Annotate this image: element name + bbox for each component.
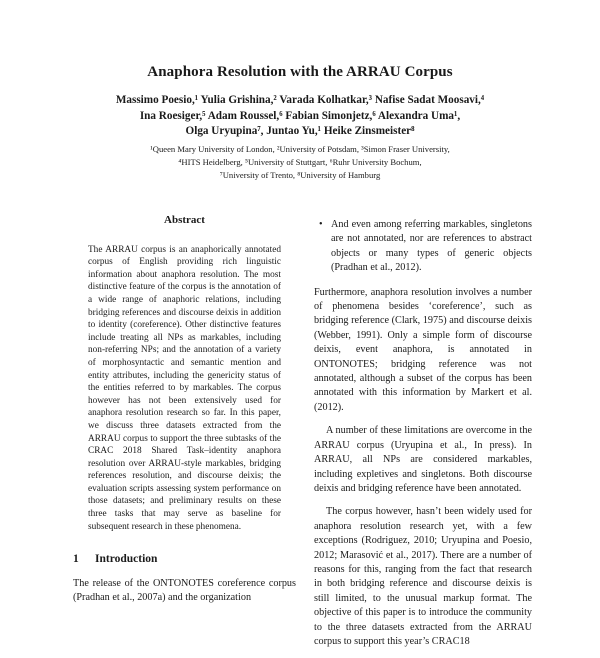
abstract-body	[88, 244, 281, 534]
section-title: Introduction	[95, 553, 158, 566]
bullet-text: And even among referring markables, singletons are not annotated, nor are references to abstract objects or many types of generic objects (Pradhan et al., 2012).	[331, 219, 532, 274]
bullet-icon: •	[319, 219, 323, 230]
abstract-text: The ARRAU corpus is an anaphorically annotated corpus of English providing rich linguistic information about anaphora resolution. The most distinctive feature of the corpus is the annotation of a wide range of anaphoric relations, including bridging references and discourse deixis in addition to identity (coreference). Other distinctive features include treating all NPs as markables, including non-referring NPs; and the annotation of a variety of morphosyntactic and semantic mention and entity attributes, including the genericity status of the entities referred to by markables. The corpus however has not been extensively used for anaphora resolution research so far. In this paper, we discuss three datasets extracted from the ARRAU corpus to support the three subtasks of the CRAC 2018 Shared Task–identity anaphora resolution over ARRAU-style markables, bridging references resolution, and discourse deixis; the evaluation scripts assessing system performance on those datasets; and preliminary results on these three tasks that may serve as baseline for subsequent research in these phenomena.	[88, 244, 281, 532]
abstract-heading: Abstract	[164, 214, 205, 226]
paragraph: Furthermore, anaphora resolution involves a number of phenomena besides ‘coreference’, such as bridging reference (Clark, 1975) and discourse deixis (Webber, 1991). Only a simple form of discourse deixis, event anaphora, is annotated in ONTONOTES; bridging reference was not annotated, although a subset of the corpus has been annotated with this information by Markert et al. (2012).	[314, 286, 532, 413]
paragraph: The corpus however, hasn’t been widely used for anaphora resolution research yet, with a few exceptions (Rodriguez, 2010; Uryupina and Poesio, 2012; Marasović et al., 2017). There are a number of reasons for this, ranging from the fact that research in both bridging reference and discourse deixis is still limited, to the unusual markup format. The objective of this paper is to introduce the community to the three datasets extracted from the ARRAU corpus to support this year’s CRAC18	[314, 506, 532, 647]
right-column	[314, 218, 532, 658]
intro-paragraph: The release of the ONTONOTES coreference corpus (Pradhan et al., 2007a) and the organization	[73, 577, 296, 604]
affiliation-line-1: ¹Queen Mary University of London, ²University of Potsdam, ³Simon Fraser University,	[150, 144, 450, 154]
author-line-3: Olga Uryupina⁷, Juntao Yu,¹ Heike Zinsmeister⁸	[185, 125, 415, 137]
section-number: 1	[73, 553, 79, 566]
affiliation-line-2: ⁴HITS Heidelberg, ⁵University of Stuttgart, ⁶Ruhr University Bochum,	[178, 157, 422, 167]
bullet-item	[314, 218, 532, 276]
affiliations	[110, 143, 490, 182]
author-line-2: Ina Roesiger,⁵ Adam Roussel,⁶ Fabian Simonjetz,⁶ Alexandra Uma¹,	[139, 109, 461, 122]
paragraph: A number of these limitations are overcome in the ARRAU corpus (Uryupina et al., In press). In ARRAU, all NPs are considered markables, including expletives and singletons. Both discourse deixis and bridging reference have been annotated.	[314, 425, 532, 494]
section-heading	[73, 553, 281, 566]
affiliation-line-3: ⁷University of Trento, ⁸University of Hamburg	[219, 170, 381, 180]
left-column	[73, 214, 296, 606]
author-line-1: Massimo Poesio,¹ Yulia Grishina,² Varada Kolhatkar,³ Nafise Sadat Moosavi,⁴	[115, 94, 485, 106]
paper-title: Anaphora Resolution with the ARRAU Corpus	[147, 64, 453, 80]
author-list	[70, 93, 530, 140]
